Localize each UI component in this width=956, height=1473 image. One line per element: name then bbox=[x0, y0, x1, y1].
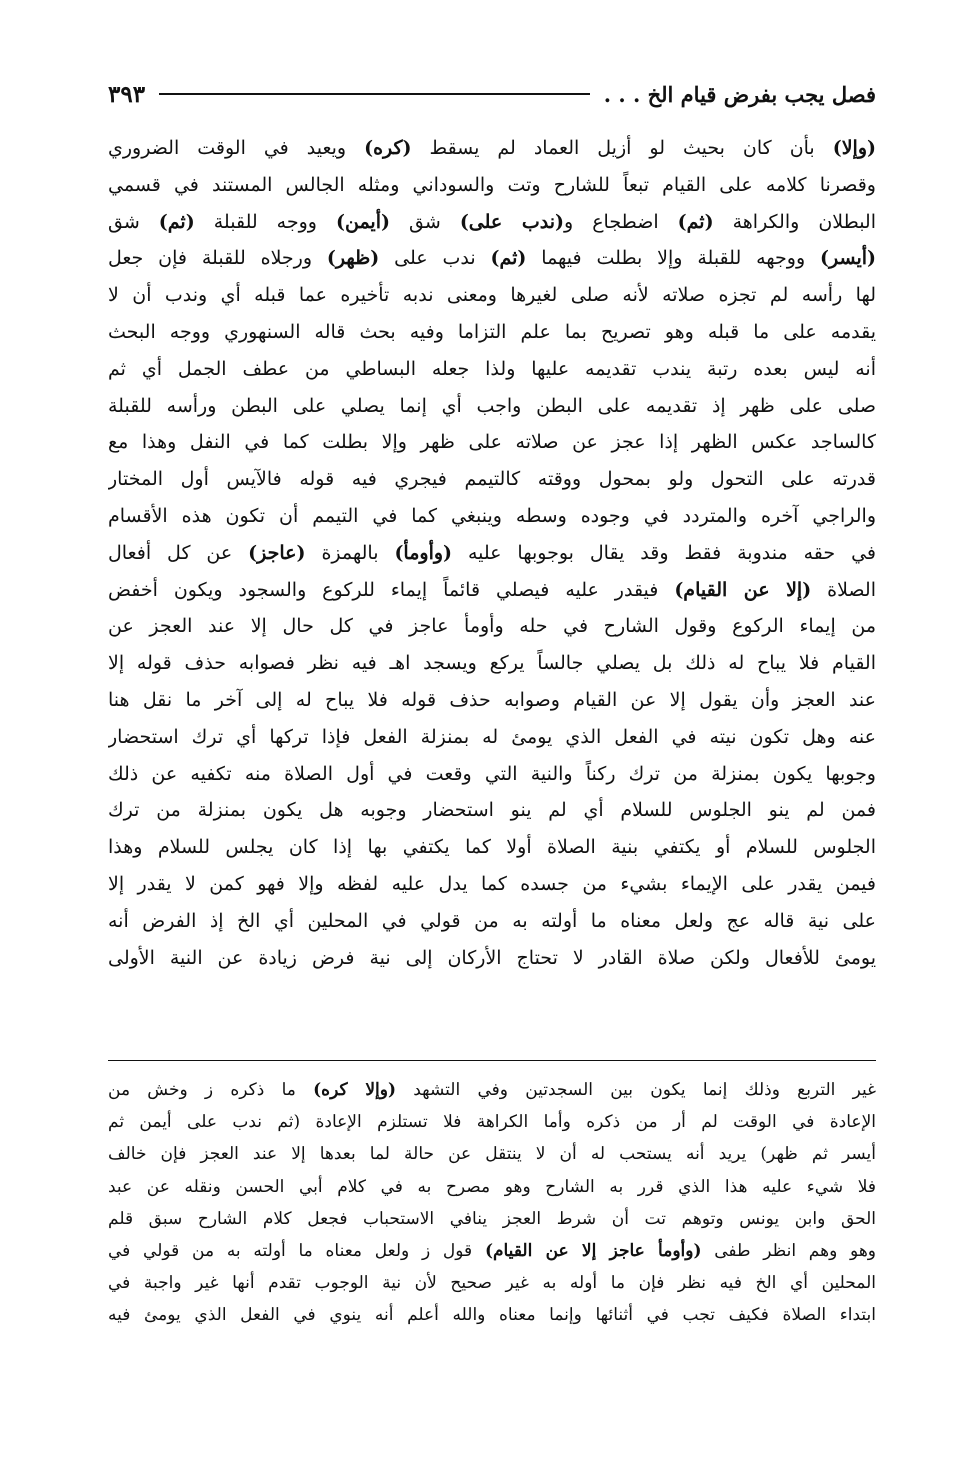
main-line: قدرته على التحول ولو بمحول ووقته كالتيمم فيجري فيه قوله فالآيس أول المختار bbox=[108, 468, 876, 491]
main-line: في حقه مندوبة فقط وقد يقال بوجوبها عليه (وأومأ) بالهمزة (عاجز) عن كل أفعال bbox=[108, 541, 876, 564]
footnote-line: ابتداء الصلاة فكيف تجب في أثنائها وإنما معناه والله أعلم أنه ينوي في الفعل الذي يومئ فيه bbox=[108, 1305, 876, 1326]
main-line: القيام فلا يباح له ذلك بل يصلي جالساً يركع ويسجد اهـ فيه نظر فصوابه حذف قوله إلا bbox=[108, 652, 876, 675]
main-line: الجلوس للسلام أو يكتفي بنية الصلاة أولا كما يكتفي بها إذا كان يجلس للسلام وهذا bbox=[108, 836, 876, 859]
main-line: كالساجد عكس الظهر إذا عجز عن صلاته على ظهر وإلا بطلت كما في النفل وهذا مع bbox=[108, 431, 876, 454]
main-line: فيمن يقدر على الإيماء بشيء من جسده كما يدل عليه لفظه وإلا فهو كمن لا يقدر إلا bbox=[108, 872, 876, 895]
main-line: الصلاة (إلا عن القيام) فيقدر عليه فيصلي قائماً إيماء للركوع والسجود ويكون أخفض bbox=[108, 578, 876, 601]
main-line: لها رأسه لم تجزه صلاته لأنه صلى لغيرها ومعنى ندبه تأخيره عما قبله أي وندب أن لا bbox=[108, 284, 876, 307]
page-number: ٣٩٣ bbox=[108, 80, 146, 108]
main-text bbox=[108, 130, 876, 976]
footnote-line: أيسر ثم ظهر) يريد أنه يستحب له أن لا ينتقل عن حالة لما بعدها إلا عند العجز فإن خالف bbox=[108, 1144, 876, 1165]
footnote-text bbox=[108, 1074, 876, 1332]
main-line: على نية قاله عج ولعل معناه ما أولته به من قولي في المحلين أي الخ إذ الفرض أنه bbox=[108, 909, 876, 932]
main-line: صلى على ظهر إذ تقديمه على البطن واجب أي إنما يصلي على البطن ورأسه للقبلة bbox=[108, 394, 876, 417]
footnote-line: فلا شيء عليه هذا الذي قرر به الشارح وهو مصرح به في كلام أبي الحسن ونقله عن عبد bbox=[108, 1176, 876, 1197]
footnote-divider bbox=[108, 1060, 876, 1061]
main-line: أنه ليس بعده رتبة يندب تقديمه عليها ولذا جعله البساطي من عطف الجمل أي ثم bbox=[108, 357, 876, 380]
footnote-line: الإعادة في الوقت لم أر من ذكره وأما الكراهة فلا تستلزم الإعادة (ثم ندب على أيمن ثم bbox=[108, 1112, 876, 1133]
main-line: يقدمه على ما قبله وهو تصريح بما علم التزاما وفيه بحث قاله السنهوري ووجه البحث bbox=[108, 320, 876, 343]
main-line: البطلان والكراهة (ثم) اضطجاع و(ندب على) شق (أيمن) ووجه للقبلة (ثم) شق bbox=[108, 210, 876, 233]
main-line: عنه وهل تكون نيته في الفعل الذي يومئ له بمنزلة الفعل فإذا تركها أي ترك استحضار bbox=[108, 725, 876, 748]
main-line: من إيماء الركوع وقول الشارح في حله وأومأ عاجز في كل حال إلا عند العجز عن bbox=[108, 615, 876, 638]
main-line: وقصرنا كلامه على القيام تبعاً للشارح وتت والسوداني ومثله الجالس المستند في قسمي bbox=[108, 173, 876, 196]
main-line: عند العجز وأن يقول إلا عن القيام وصوابه حذف قوله فلا يباح له إلى آخر ما نقل هنا bbox=[108, 688, 876, 711]
footnote-line: الحق وابن يونس وتوهم تت أن شرط العجز ينافي الاستحباب فجعل كلام الشارح سبق قلم bbox=[108, 1208, 876, 1229]
main-line: فمن لم ينو الجلوس للسلام أي لم ينو استحضار وجوبه هل يكون بمنزلة من ترك bbox=[108, 799, 876, 822]
header-rule bbox=[159, 93, 590, 95]
header-title: فصل يجب بفرض قيام الخ . . . bbox=[603, 81, 876, 107]
main-line: (وإلا) بأن كان بحيث لو أزيل العماد لم يسقط (كره) ويعيد في الوقت الضروري bbox=[108, 137, 876, 159]
footnote-line: غير التربع وذلك إنما يكون بين السجدتين وفي التشهد (وإلا كره) ما ذكره ز وخش من bbox=[108, 1080, 876, 1100]
footnote-line: المحلين أي الخ فيه نظر فإن ما أوله به غير صحيح لأن نية الوجوب تقدم أنها غير واجبة في bbox=[108, 1273, 876, 1294]
main-line: وجوبها يكون بمنزلة من ترك ركناً والنية التي وقعت في أول الصلاة منه تكفيه عن ذلك bbox=[108, 762, 876, 785]
main-line: يومئ للأفعال ولكن صلاة القادر لا تحتاج الأركان إلى نية فرض زيادة عن النية الأولى bbox=[108, 946, 876, 969]
footnote-line: وهو وهم انظر طفى (وأومأ عاجز إلا عن القيام) قول ز ولعل معناه ما أولته به من قولي في bbox=[108, 1240, 876, 1261]
running-header bbox=[108, 72, 876, 116]
main-line: والراجي آخره والمتردد في وجوده وسطه وينبغي كما في التيمم أن تكون هذه الأقسام bbox=[108, 504, 876, 527]
main-line: (أيسر) ووجهه للقبلة وإلا بطلت فيهما (ثم) ندب على (ظهر) ورجلاه للقبلة فإن جعل bbox=[108, 247, 876, 270]
